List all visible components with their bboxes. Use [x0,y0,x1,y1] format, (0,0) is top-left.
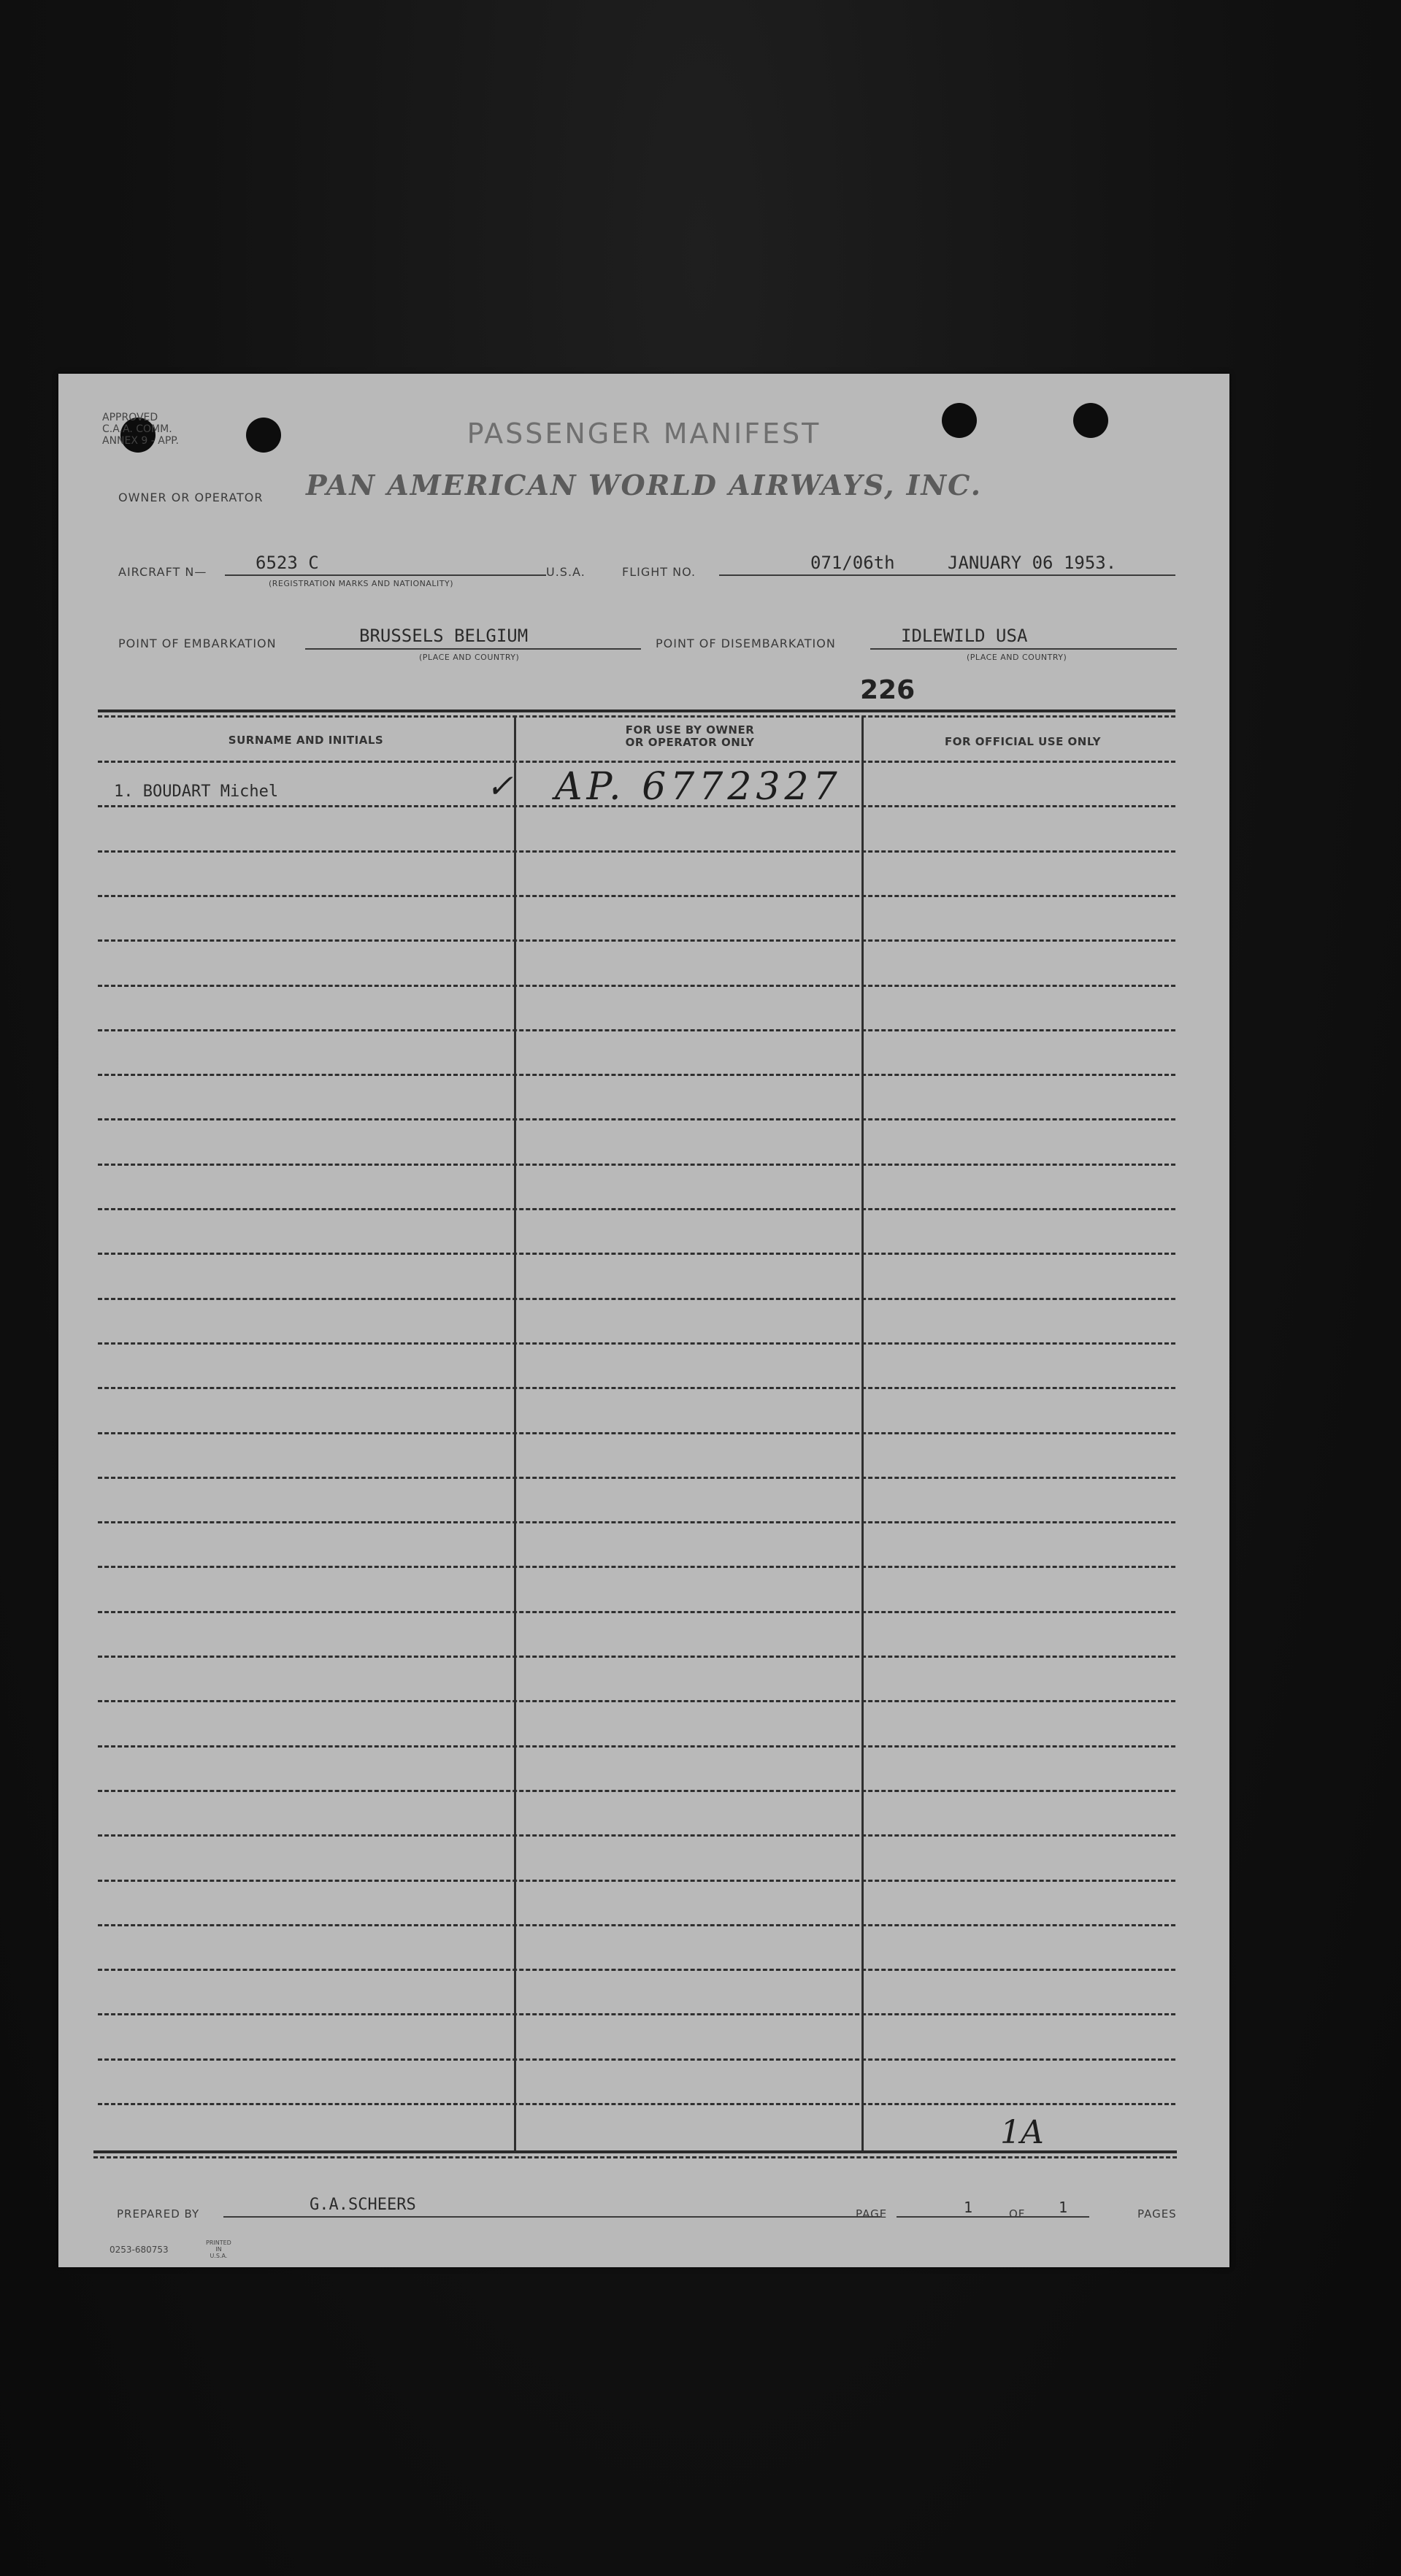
pages-label: PAGES [1137,2207,1177,2221]
of-label: OF [1009,2207,1026,2221]
approval-stamp: APPROVED C.A.A. COMM. ANNEX 9 - APP. [102,412,179,447]
table-row-rule [98,1611,1175,1613]
aircraft-sublabel: (REGISTRATION MARKS AND NATIONALITY) [269,579,454,588]
aircraft-label: AIRCRAFT N— [118,565,207,579]
table-row-rule [98,1387,1175,1389]
prepared-by-label: PREPARED BY [117,2207,200,2221]
embarkation-underline [305,648,641,650]
of-value: 1 [1059,2199,1068,2216]
flight-underline [719,574,1175,576]
disembarkation-sublabel: (PLACE AND COUNTRY) [967,653,1067,662]
table-row-rule [98,1118,1175,1120]
flight-value: 071/06th [810,553,895,573]
aircraft-value: 6523 C [256,553,319,573]
table-row-rule [98,2013,1175,2015]
table-row-rule [98,1477,1175,1479]
disembarkation-underline [870,648,1177,650]
column-header-owner: FOR USE BY OWNER OR OPERATOR ONLY [625,723,755,749]
prepared-by-value: G.A.SCHEERS [310,2196,416,2214]
operator-name: PAN AMERICAN WORLD AIRWAYS, INC. [306,469,982,501]
table-row-rule [98,895,1175,897]
table-row-rule [98,1298,1175,1300]
table-row-rule [98,1969,1175,1971]
prepared-by-underline [223,2216,880,2218]
column-divider-2 [861,717,864,2152]
form-number: 0253-680753 [110,2245,169,2255]
table-row-rule [98,1029,1175,1031]
table-top-rule-2 [98,715,1175,718]
passenger-name: 1. BOUDART Michel [114,783,279,801]
owner-label: OWNER OR OPERATOR [118,491,264,504]
table-row-rule [98,1521,1175,1523]
table-row-rule [98,1074,1175,1076]
page-label: PAGE [856,2207,888,2221]
column-header-surname: SURNAME AND INITIALS [228,734,384,747]
table-row-rule [98,985,1175,987]
owner-note: AP. 6772327 [555,765,842,809]
table-bottom-rule [93,2150,1177,2153]
disembarkation-label: POINT OF DISEMBARKATION [656,637,836,650]
table-row-rule [98,1253,1175,1255]
aircraft-underline [225,574,546,576]
table-top-rule [98,710,1175,712]
disembarkation-value: IDLEWILD USA [901,626,1028,646]
table-row-rule [98,2103,1175,2105]
column-header-official: FOR OFFICIAL USE ONLY [945,735,1101,748]
flight-label: FLIGHT NO. [622,565,696,579]
table-row-rule [98,1834,1175,1837]
table-row-rule [98,850,1175,853]
table-row-rule [98,1342,1175,1345]
table-row-rule [98,1208,1175,1210]
table-row-rule [98,939,1175,942]
page-title: PASSENGER MANIFEST [467,418,821,450]
printer-mark: PRINTED IN U.S.A. [206,2239,231,2259]
table-row-rule [98,1164,1175,1166]
table-row-rule [98,2058,1175,2061]
table-row-rule [98,761,1175,763]
page-value: 1 [964,2199,973,2216]
table-row-rule [98,1790,1175,1792]
embarkation-value: BRUSSELS BELGIUM [359,626,529,646]
table-row-rule [98,1880,1175,1882]
table-row-rule [98,1745,1175,1748]
bottom-note: 1A [1000,2114,1044,2151]
table-row-rule [98,1656,1175,1658]
page-underline [897,2216,1089,2218]
table-row-rule [98,1700,1175,1702]
table-row-rule [98,1566,1175,1568]
embarkation-label: POINT OF EMBARKATION [118,637,277,650]
country-label: U.S.A. [546,565,586,579]
table-row-rule [98,1432,1175,1434]
flight-date: JANUARY 06 1953. [948,553,1117,573]
table-row-rule [98,1924,1175,1926]
table-bottom-rule-2 [93,2156,1177,2158]
manifest-number-stamp: 226 [860,675,916,705]
manifest-sheet [58,374,1229,2267]
embarkation-sublabel: (PLACE AND COUNTRY) [419,653,520,662]
column-divider-1 [514,717,516,2152]
check-mark-icon: ✓ [486,768,513,805]
